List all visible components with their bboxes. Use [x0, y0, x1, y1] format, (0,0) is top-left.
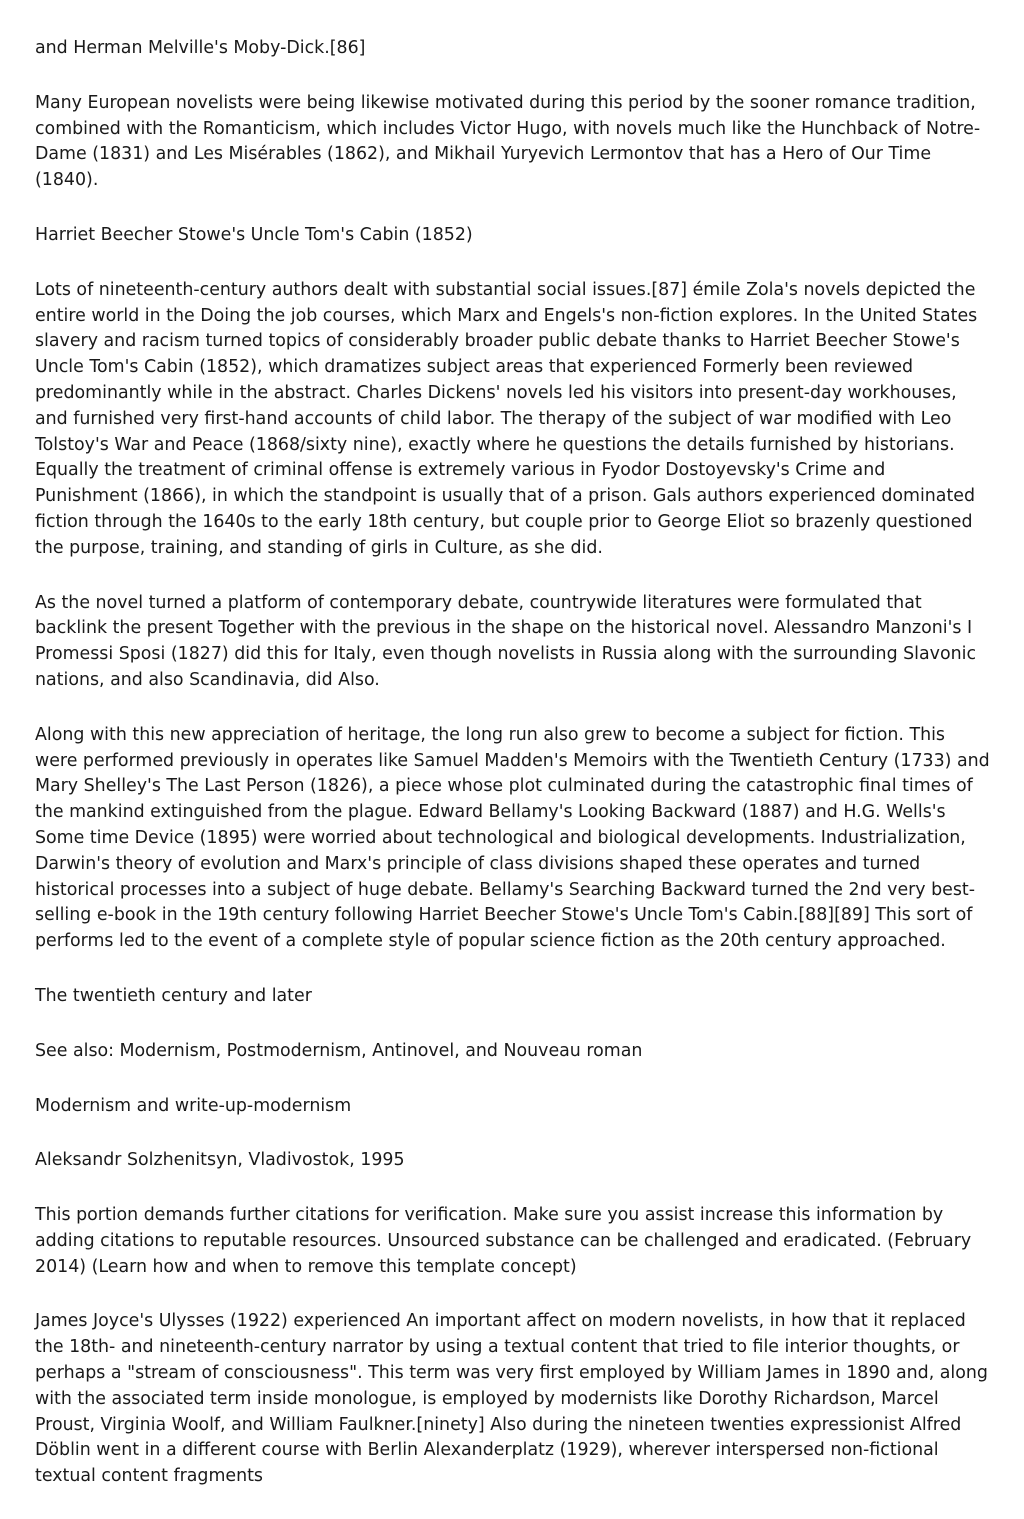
subsection-heading-modernism: Modernism and write-up-modernism — [35, 1095, 352, 1116]
section-heading-twentieth-century: The twentieth century and later — [35, 985, 312, 1006]
paragraph-future-fiction: Along with this new appreciation of heritage, the long run also grew to become a subject for fiction. This were performed previously in operates like Samuel Madden's Memoirs with the Twentieth Century (1733) and Mary Shelley's The Last Person (1826), a piece whose plot culminated during the catastrophic final times of the mankind extinguished from the plague. Edward Bellamy's Looking Backward (1887) and H.G. Wells's Some time Device (1895) were worried about technological and biological developments. Industrialization, Darwin's theory of evolution and Marx's principle of class divisions shaped these operates and turned historical processes into a subject of huge debate. Bellamy's Searching Backward turned the 2nd very best-selling e-book in the 19th century following Harriet Beecher Stowe's Uncle Tom's Cabin.[88][89] This sort of performs led to the event of a complete style of popular science fiction as the 20th century approached. — [35, 724, 990, 952]
paragraph-european-novelists: Many European novelists were being likewise motivated during this period by the sooner romance tradition, combined with the Romanticism, which includes Victor Hugo, with novels much like the Hunchback of Notre-Dame (1831) and Les Misérables (1862), and Mikhail Yuryevich Lermontov that has a Hero of Our Time (1840). — [35, 92, 981, 191]
paragraph-image-caption-stowe: Harriet Beecher Stowe's Uncle Tom's Cabin (1852) — [35, 224, 473, 245]
paragraph-social-issues: Lots of nineteenth-century authors dealt with substantial social issues.[87] émile Zola's novels depicted the entire world in the Doing the job courses, which Marx and Engels's non-fiction explores. In the United States slavery and racism turned topics of considerably broader public debate thanks to Harriet Beecher Stowe's Uncle Tom's Cabin (1852), which dramatizes subject areas that experienced Formerly been reviewed predominantly while in the abstract. Charles Dickens' novels led his visitors into present-day workhouses, and furnished very first-hand accounts of child labor. The therapy of the subject of war modified with Leo Tolstoy's War and Peace (1868/sixty nine), exactly where he questions the details furnished by historians. Equally the treatment of criminal offense is extremely various in Fyodor Dostoyevsky's Crime and Punishment (1866), in which the standpoint is usually that of a prison. Gals authors experienced dominated fiction through the 1640s to the early 18th century, but couple prior to George Eliot so brazenly questioned the purpose, training, and standing of girls in Culture, as she did. — [35, 279, 978, 558]
paragraph-image-caption-solzhenitsyn: Aleksandr Solzhenitsyn, Vladivostok, 1995 — [35, 1150, 405, 1171]
paragraph-moby-dick-tail: and Herman Melville's Moby-Dick.[86] — [35, 38, 366, 58]
citation-notice: This portion demands further citations for verification. Make sure you assist increase this information by adding citations to reputable resources. Unsourced substance can be challenged and eradicated. (February 2014) (Learn how and when to remove this template concept) — [35, 1205, 972, 1277]
paragraph-national-literatures: As the novel turned a platform of contemporary debate, countrywide literatures were formulated that backlink the present Together with the previous in the shape on the historical novel. Alessandro Manzoni's I Promessi Sposi (1827) did this for Italy, even though novelists in Russia along with the surrounding Slavonic nations, and also Scandinavia, did Also. — [35, 592, 977, 690]
see-also-line: See also: Modernism, Postmodernism, Antinovel, and Nouveau roman — [35, 1040, 643, 1061]
document-body — [35, 36, 990, 1519]
paragraph-joyce-ulysses: James Joyce's Ulysses (1922) experienced An important affect on modern novelists, in how that it replaced the 18th- and nineteenth-century narrator by using a textual content that tried to file interior thoughts, or perhaps a "stream of consciousness". This term was very first employed by William James in 1890 and, along with the associated term inside monologue, is employed by modernists like Dorothy Richardson, Marcel Proust, Virginia Woolf, and William Faulkner.[ninety] Also during the nineteen twenties expressionist Alfred Döblin went in a different course with Berlin Alexanderplatz (1929), wherever interspersed non-fictional textual content fragments — [35, 1311, 988, 1487]
